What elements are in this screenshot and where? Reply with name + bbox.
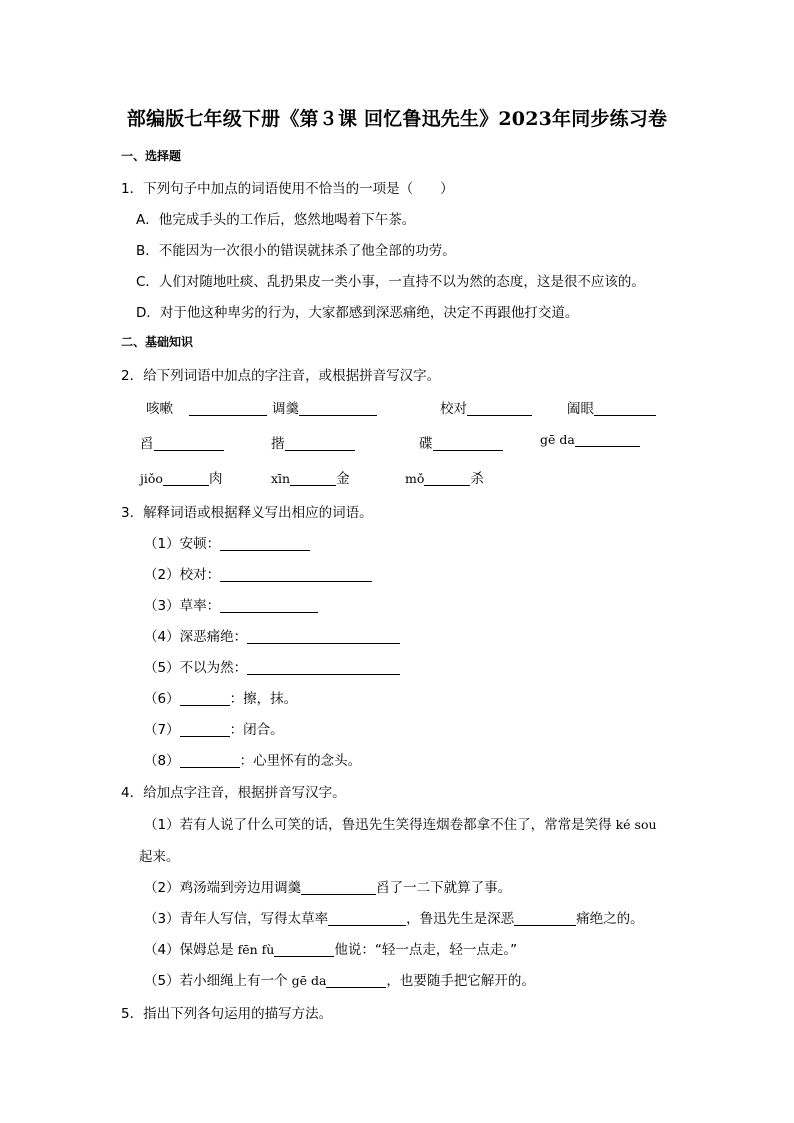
question-4-stem: 4．给加点字注音，根据拼音写汉字。 [121, 785, 346, 801]
answer-blank[interactable] [299, 401, 377, 416]
q3-item-8: （8） ：心里怀有的念头。 [144, 753, 362, 769]
q4-item-5: （5）若小细绳上有一个 gē da ，也要随手把它解开的。 [144, 973, 535, 989]
answer-blank[interactable] [424, 471, 470, 486]
q3-item-2: （2）校对： [144, 563, 372, 583]
answer-blank[interactable] [220, 567, 372, 582]
q3-item-4: （4）深恶痛绝： [144, 625, 400, 645]
q2-item-jiao-rou: jiǒo 肉 [140, 471, 223, 487]
answer-blank[interactable] [247, 660, 400, 675]
answer-blank[interactable] [594, 401, 656, 416]
answer-blank[interactable] [180, 691, 230, 706]
q2-item-yao: 舀 [140, 432, 224, 452]
q2-item-jiaodui: 校对 [440, 397, 532, 417]
q4-item-1: （1）若有人说了什么可笑的话，鲁迅先生笑得连烟卷都拿不住了，常常是笑得 ké sou [144, 817, 657, 833]
q2-item-mo-sha: mǒ 杀 [405, 471, 484, 487]
q2-item-kesou: 咳嗽 [146, 397, 267, 417]
question-1-option-a: A．他完成手头的工作后，悠然地喝着下午茶。 [136, 212, 416, 228]
answer-blank[interactable] [328, 911, 406, 926]
answer-blank[interactable] [163, 471, 209, 486]
q2-item-geda: gē da [540, 432, 640, 448]
q2-item-xin-jin: xīn 金 [271, 471, 350, 487]
question-1-stem: 1．下列句子中加点的词语使用不恰当的一项是（ ） [121, 181, 454, 197]
q3-item-6: （6） ：擦，抹。 [144, 691, 298, 707]
answer-blank[interactable] [285, 436, 355, 451]
question-1-option-c: C．人们对随地吐痰、乱扔果皮一类小事，一直持不以为然的态度，这是很不应该的。 [136, 274, 645, 290]
question-3-stem: 3．解释词语或根据释义写出相应的词语。 [121, 505, 373, 521]
q3-item-5: （5）不以为然： [144, 656, 400, 676]
answer-blank[interactable] [220, 598, 318, 613]
answer-blank[interactable] [180, 753, 240, 768]
q3-item-1: （1）安顿： [144, 532, 310, 552]
question-1-option-d: D．对于他这种卑劣的行为，大家都感到深恶痛绝，决定不再跟他打交道。 [136, 305, 579, 321]
answer-blank[interactable] [301, 880, 376, 895]
page-title: 部编版七年级下册《第３课 回忆鲁迅先生》2023年同步练习卷 [126, 108, 668, 130]
q2-item-die: 碟 [419, 432, 503, 452]
answer-blank[interactable] [154, 436, 224, 451]
q2-item-kai: 揩 [271, 432, 355, 452]
q3-item-3: （3）草率： [144, 594, 318, 614]
answer-blank[interactable] [247, 629, 400, 644]
answer-blank[interactable] [467, 401, 532, 416]
q4-item-2: （2）鸡汤端到旁边用调羹 舀了一二下就算了事。 [144, 880, 512, 896]
answer-blank[interactable] [180, 722, 230, 737]
section-heading-basic: 二、基础知识 [121, 335, 194, 349]
answer-blank[interactable] [290, 471, 336, 486]
q2-item-tiaogeng: 调羹 [272, 397, 377, 417]
answer-blank[interactable] [514, 911, 576, 926]
answer-blank[interactable] [575, 432, 640, 447]
answer-blank[interactable] [189, 401, 267, 416]
answer-blank[interactable] [274, 942, 334, 957]
q4-item-1-continued: 起来。 [139, 849, 180, 865]
q2-item-heyan: 阖眼 [567, 397, 656, 417]
question-2-stem: 2．给下列词语中加点的字注音，或根据拼音写汉字。 [121, 368, 441, 384]
answer-blank[interactable] [433, 436, 503, 451]
q3-item-7: （7） ：闭合。 [144, 722, 284, 738]
q4-item-4: （4）保姆总是 fēn fù 他说：“轻一点走，轻一点走。” [144, 942, 518, 958]
section-heading-choice: 一、选择题 [121, 149, 182, 163]
q4-item-3: （3）青年人写信，写得太草率 ，鲁迅先生是深恶 痛绝之的。 [144, 911, 644, 927]
answer-blank[interactable] [326, 973, 386, 988]
answer-blank[interactable] [220, 536, 310, 551]
question-5-stem: 5．指出下列各句运用的描写方法。 [121, 1006, 333, 1022]
question-1-option-b: B．不能因为一次很小的错误就抹杀了他全部的功劳。 [136, 243, 456, 259]
